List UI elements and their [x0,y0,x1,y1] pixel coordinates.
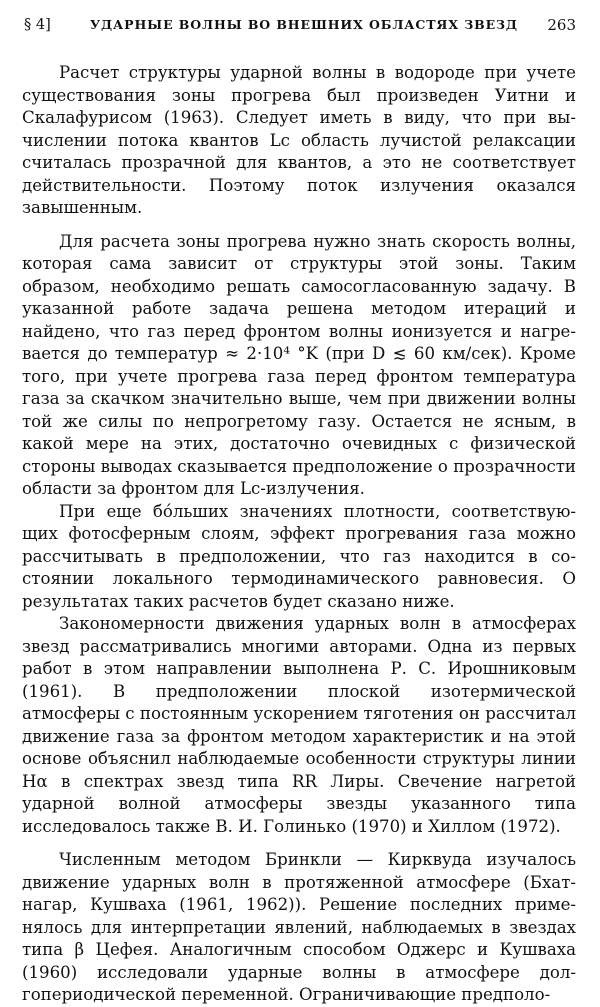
running-header [24,14,576,36]
paragraph-1: Расчет структуры ударной волны в водороде при учете существования зоны прогрева был произведен Уитни и Скалафурисом (1963). Следует иметь в виду, что при вычислении потока квантов Lc область лучистой релаксации считалась прозрачной для квантов, а это не соответствует действительности. Поэтому поток излучения оказался завышенным. [22,63,576,217]
paragraph-4: Закономерности движения ударных волн в атмосферах звезд рассматривались многими авторами. Одна из первых работ в этом направлении выполнена Р. С. Ирошниковым (1961). В предположении плоской изотермической атмосферы с постоянным ускорением тяготения он рассчитал движение газа за фронтом методом характеристик и на этой основе объяснил наблюдаемые особенности структуры линии Hα в спектрах звезд типа RR Лиры. Свечение нагретой ударной волной атмосферы звезды указанного типа исследовалось также В. И. Голинько (1970) и Хиллом (1972). [22,614,576,836]
paragraph-5: Численным методом Бринкли — Кирквуда изучалось движение ударных волн в протяженной атмосфере (Бхатнагар, Кушваха (1961, 1962)). Решение последних применялось для интерпретации явлений, наблюдаемых в звездах типа β Цефея. Аналогичным способом Оджерс и Кушваха (1960) исследовали ударные волны в атмосфере долгопериодической переменной. Ограничивающие предполо- [22,850,576,1004]
paragraph-2: Для расчета зоны прогрева нужно знать скорость волны, которая сама зависит от структуры этой зоны. Таким образом, необходимо решать самосогласованную задачу. В указанной работе задача решена методом итераций и найдено, что газ перед фронтом волны ионизуется и нагревается до температур ≈ 2·10⁴ °K (при D ≲ 60 км/сек). Кроме того, при учете прогрева газа перед фронтом температура газа за скачком значительно выше, чем при движении волны той же силы по непрогретому газу. Остается не ясным, в какой мере на этих, достаточно очевидных с физической стороны выводах сказывается предположение о прозрачности области за фронтом для Lc-излучения. [22,231,576,498]
body-text [22,62,576,1007]
paragraph-3: При еще бо́льших значениях плотности, соответствующих фотосферным слоям, эффект прогревания газа можно рассчитывать в предположении, что газ находится в состоянии локального термодинамического равновесия. О результатах таких расчетов будет сказано ниже. [22,501,576,611]
section-marker: § 4] [24,17,51,33]
page-number: 263 [547,16,576,34]
running-title: УДАРНЫЕ ВОЛНЫ ВО ВНЕШНИХ ОБЛАСТЯХ ЗВЕЗД [90,17,518,32]
